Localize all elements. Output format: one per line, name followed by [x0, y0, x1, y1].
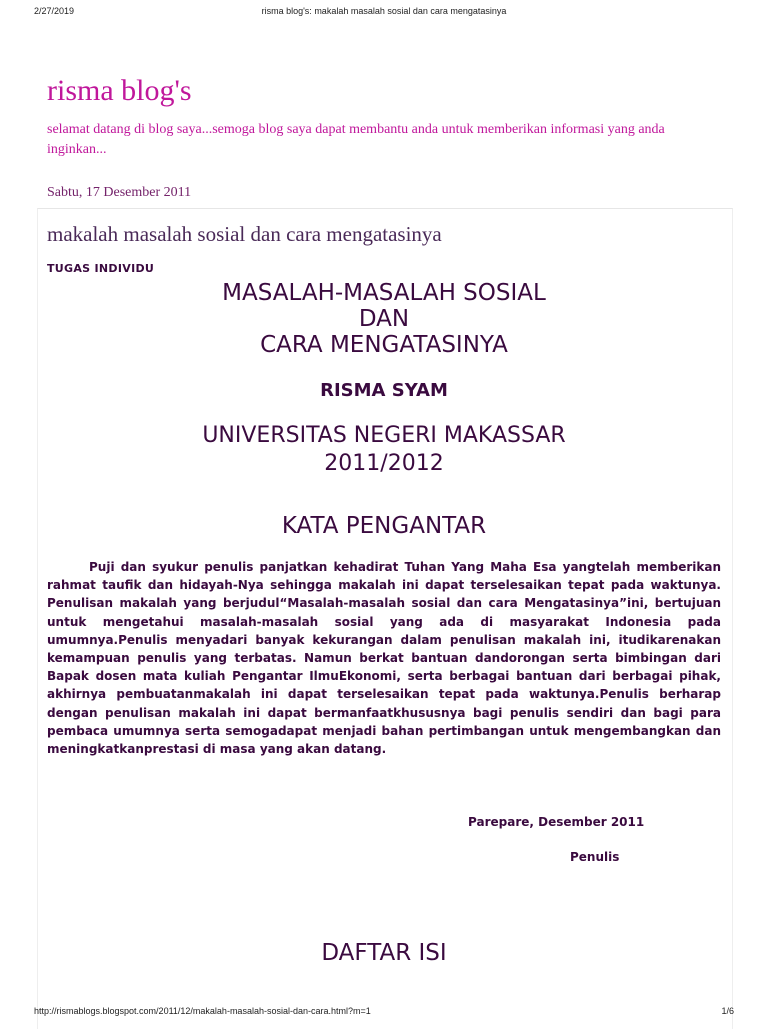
document-title-line: CARA MENGATASINYA	[260, 332, 508, 358]
foreword-text: Puji dan syukur penulis panjatkan kehadirat Tuhan Yang Maha Esa yangtelah memberikan rahmat taufik dan hidayah-Nya sehingga makalah ini dapat terselesaikan tepat pada waktunya. Penulisan makalah yang berjudul“Masalah-masalah sosial dan cara Mengatasinya”ini, bertujuan untuk mengetahui masalah-masalah sosial yang ada di masyarakat Indonesia pada umumnya.Penulis menyadari banyak kekurangan dalam penulisan makalah ini, itudikarenakan kemampuan penulis yang terbatas. Namun berkat bantuan dandorongan serta bimbingan dari Bapak dosen mata kuliah Pengantar IlmuEkonomi, serta berbagai bantuan dari berbagai pihak, akhirnya pembuatanmakalah ini dapat terselesaikan tepat pada waktunya.Penulis berharap dengan penulisan makalah ini dapat bermanfaatkhususnya bagi penulis sendiri dan bagi para pembaca umumnya serta semogadapat menjadi bahan pertimbangan untuk mengembangkan dan meningkatkanprestasi di masa yang akan datang.	[47, 560, 721, 757]
assignment-label: TUGAS INDIVIDU	[47, 262, 155, 275]
post-date: Sabtu, 17 Desember 2011	[47, 185, 192, 200]
print-page-title: risma blog's: makalah masalah sosial dan cara mengatasinya	[261, 6, 507, 16]
foreword-heading: KATA PENGANTAR	[281, 513, 487, 539]
academic-year: 2011/2012	[324, 451, 444, 476]
page-number: 1/6	[721, 1006, 734, 1016]
place-date: Parepare, Desember 2011	[468, 815, 645, 829]
document-title-line: DAN	[358, 306, 410, 332]
university-name: UNIVERSITAS NEGERI MAKASSAR	[202, 423, 566, 448]
document-title	[0, 280, 768, 358]
page-url: http://rismablogs.blogspot.com/2011/12/makalah-masalah-sosial-dan-cara.html?m=1	[34, 1006, 371, 1016]
blog-description: selamat datang di blog saya...semoga blog saya dapat membantu anda untuk memberikan informasi yang anda inginkan...	[47, 122, 665, 157]
blog-title[interactable]: risma blog's	[47, 74, 192, 107]
university-block	[0, 422, 768, 478]
author-name: RISMA SYAM	[320, 380, 448, 401]
signature: Penulis	[570, 850, 620, 864]
print-header	[0, 4, 768, 20]
document-title-line: MASALAH-MASALAH SOSIAL	[222, 280, 546, 306]
foreword-paragraph	[47, 558, 721, 758]
post-title[interactable]: makalah masalah sosial dan cara mengatasinya	[47, 222, 442, 246]
print-date: 2/27/2019	[34, 6, 75, 16]
print-footer	[0, 1004, 768, 1020]
table-of-contents-heading: DAFTAR ISI	[321, 940, 447, 966]
